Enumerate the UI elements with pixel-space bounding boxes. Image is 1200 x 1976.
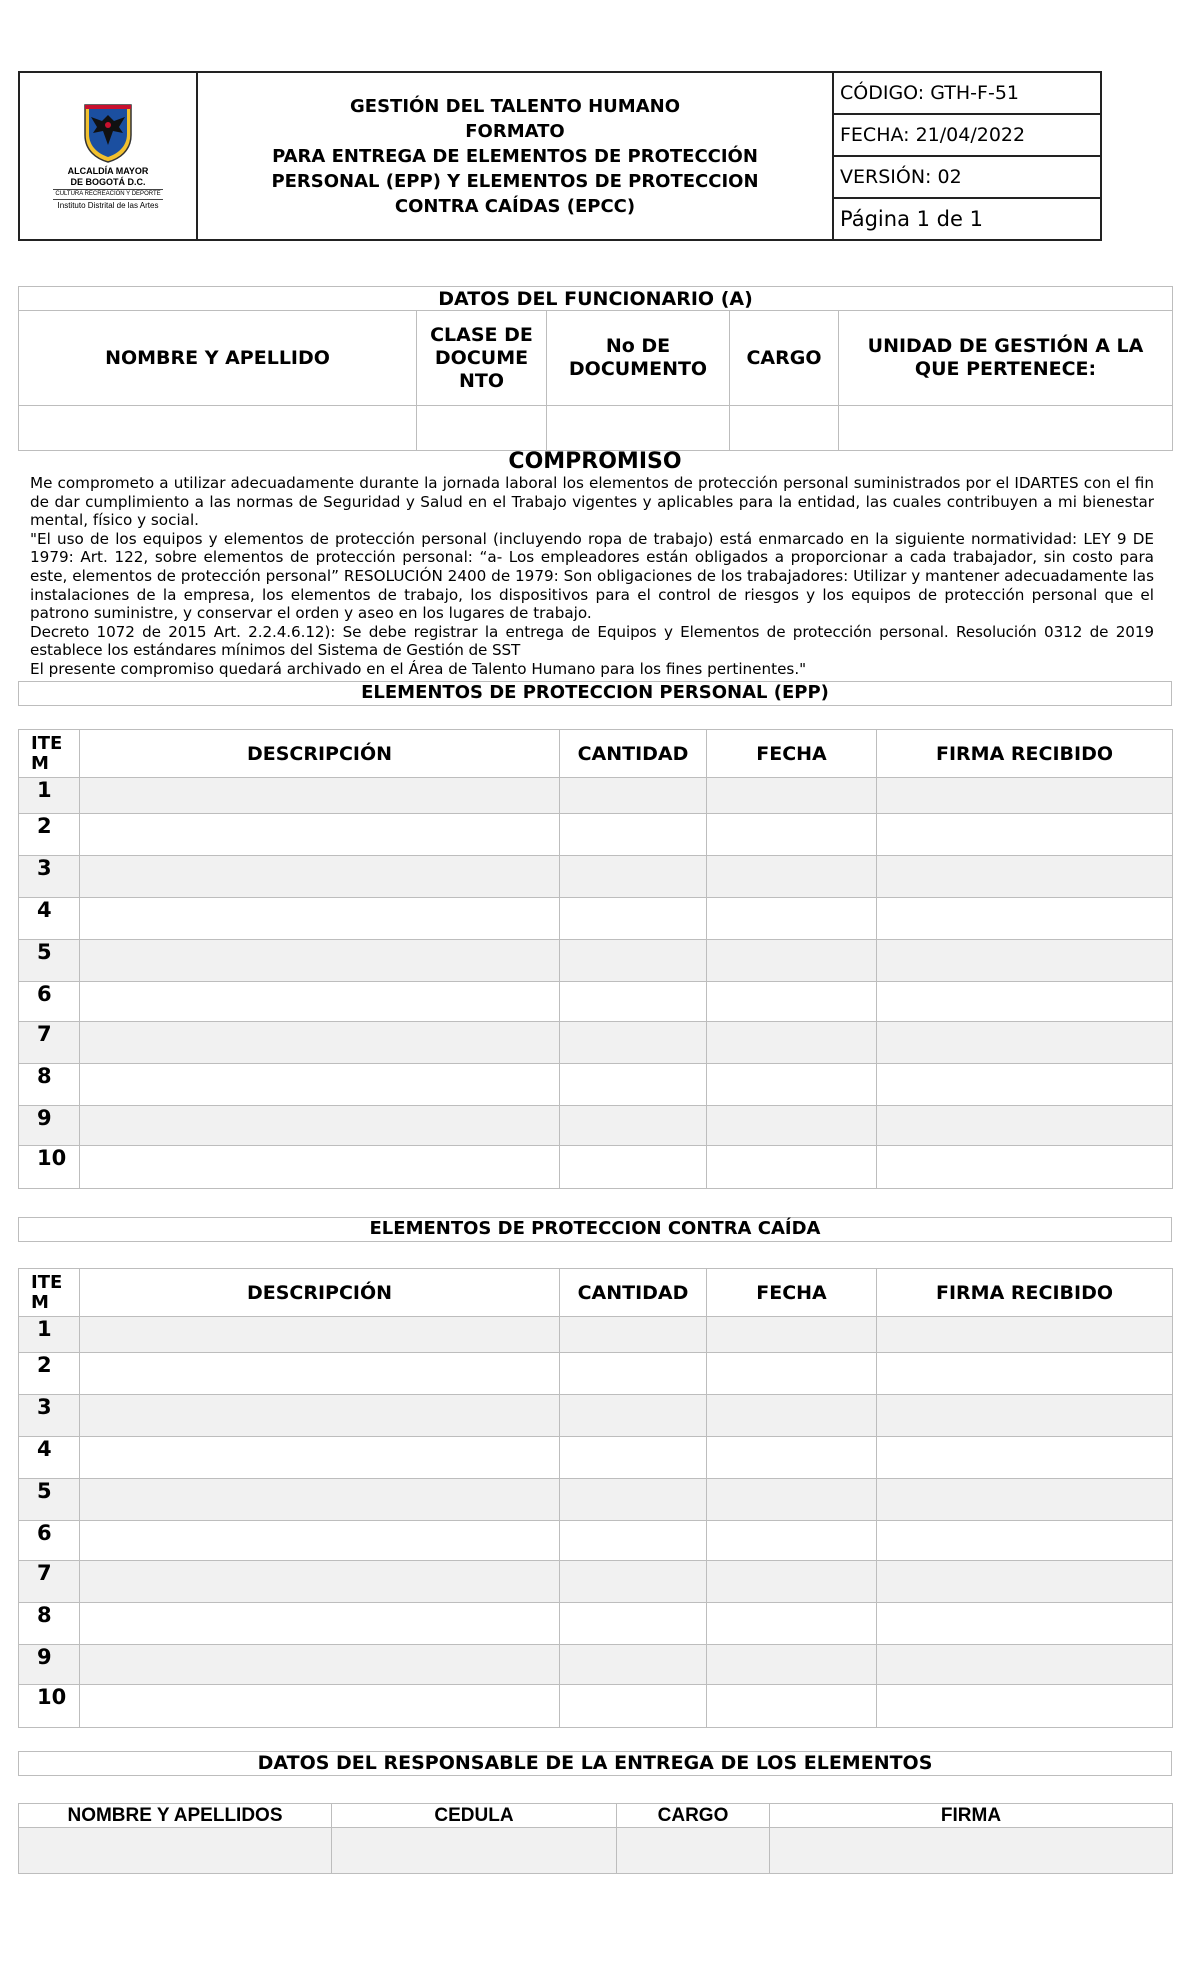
cantidad-cell[interactable] bbox=[560, 1353, 707, 1395]
resp-cargo-field[interactable] bbox=[617, 1828, 770, 1874]
fecha-cell[interactable] bbox=[707, 982, 877, 1022]
resp-col-cargo: CARGO bbox=[617, 1804, 770, 1828]
item-number: 5 bbox=[19, 940, 80, 982]
item-number: 6 bbox=[19, 982, 80, 1022]
descripcion-cell[interactable] bbox=[80, 778, 560, 814]
resp-firma-field[interactable] bbox=[770, 1828, 1173, 1874]
responsable-title: DATOS DEL RESPONSABLE DE LA ENTREGA DE LOS ELEMENTOS bbox=[18, 1751, 1172, 1776]
title-line: CONTRA CAÍDAS (EPCC) bbox=[394, 195, 636, 217]
table-row bbox=[19, 1521, 1173, 1561]
document-title bbox=[197, 72, 833, 240]
logo-institute-line: Instituto Distrital de las Artes bbox=[57, 201, 159, 210]
title-line: GESTIÓN DEL TALENTO HUMANO bbox=[350, 95, 680, 117]
descripcion-cell[interactable] bbox=[80, 1106, 560, 1146]
table-row bbox=[19, 1561, 1173, 1603]
firma-cell[interactable] bbox=[877, 940, 1173, 982]
firma-cell[interactable] bbox=[877, 1685, 1173, 1728]
logo-cell bbox=[19, 72, 197, 240]
cantidad-cell[interactable] bbox=[560, 1064, 707, 1106]
table-row bbox=[19, 1685, 1173, 1728]
item-number: 9 bbox=[19, 1645, 80, 1685]
fecha-cell[interactable] bbox=[707, 1561, 877, 1603]
col-numero-documento: No DE DOCUMENTO bbox=[547, 311, 730, 406]
fecha-cell: FECHA: 21/04/2022 bbox=[833, 114, 1101, 156]
table-row bbox=[19, 814, 1173, 856]
firma-cell[interactable] bbox=[877, 1521, 1173, 1561]
table-row bbox=[19, 856, 1173, 898]
firma-cell[interactable] bbox=[877, 778, 1173, 814]
firma-cell[interactable] bbox=[877, 1022, 1173, 1064]
compromiso-paragraph: El presente compromiso quedará archivado en el Área de Talento Humano para los fines pertinentes." bbox=[30, 659, 807, 678]
epp-table bbox=[18, 729, 1173, 1189]
resp-col-firma: FIRMA bbox=[770, 1804, 1173, 1828]
table-row bbox=[19, 1022, 1173, 1064]
cantidad-cell[interactable] bbox=[560, 1022, 707, 1064]
pagina-cell: Página 1 de 1 bbox=[833, 198, 1101, 240]
firma-cell[interactable] bbox=[877, 1353, 1173, 1395]
firma-cell[interactable] bbox=[877, 1645, 1173, 1685]
cantidad-cell[interactable] bbox=[560, 1395, 707, 1437]
item-number: 3 bbox=[19, 856, 80, 898]
descripcion-cell[interactable] bbox=[80, 1603, 560, 1645]
firma-cell[interactable] bbox=[877, 898, 1173, 940]
fecha-cell[interactable] bbox=[707, 1022, 877, 1064]
item-number: 7 bbox=[19, 1022, 80, 1064]
nombre-field[interactable] bbox=[19, 406, 417, 451]
descripcion-cell[interactable] bbox=[80, 1146, 560, 1189]
cantidad-cell[interactable] bbox=[560, 814, 707, 856]
table-row bbox=[19, 1645, 1173, 1685]
item-number: 10 bbox=[19, 1685, 80, 1728]
fecha-cell[interactable] bbox=[707, 1603, 877, 1645]
firma-cell[interactable] bbox=[877, 1561, 1173, 1603]
table-row bbox=[19, 1064, 1173, 1106]
resp-cedula-field[interactable] bbox=[332, 1828, 617, 1874]
firma-cell[interactable] bbox=[877, 1106, 1173, 1146]
epcc-col-fecha: FECHA bbox=[707, 1269, 877, 1317]
cantidad-cell[interactable] bbox=[560, 1521, 707, 1561]
descripcion-cell[interactable] bbox=[80, 1022, 560, 1064]
logo-title-line1: ALCALDÍA MAYOR bbox=[67, 166, 149, 176]
col-nombre-apellido: NOMBRE Y APELLIDO bbox=[19, 311, 417, 406]
descripcion-cell[interactable] bbox=[80, 1317, 560, 1353]
funcionario-title: DATOS DEL FUNCIONARIO (A) bbox=[19, 287, 1173, 311]
item-number: 8 bbox=[19, 1064, 80, 1106]
logo-sector-line: CULTURA RECREACIÓN Y DEPORTE bbox=[53, 189, 162, 200]
descripcion-cell[interactable] bbox=[80, 856, 560, 898]
table-row bbox=[19, 1437, 1173, 1479]
epp-col-item: ITE M bbox=[19, 730, 80, 778]
fecha-cell[interactable] bbox=[707, 1146, 877, 1189]
descripcion-cell[interactable] bbox=[80, 1561, 560, 1603]
numero-documento-field[interactable] bbox=[547, 406, 730, 451]
cantidad-cell[interactable] bbox=[560, 1437, 707, 1479]
firma-cell[interactable] bbox=[877, 1064, 1173, 1106]
fecha-cell[interactable] bbox=[707, 1395, 877, 1437]
cargo-field[interactable] bbox=[730, 406, 839, 451]
fecha-cell[interactable] bbox=[707, 856, 877, 898]
col-clase-documento: CLASE DE DOCUME NTO bbox=[417, 311, 547, 406]
resp-col-nombre: NOMBRE Y APELLIDOS bbox=[19, 1804, 332, 1828]
item-number: 2 bbox=[19, 814, 80, 856]
item-number: 10 bbox=[19, 1146, 80, 1189]
fecha-cell[interactable] bbox=[707, 1437, 877, 1479]
funcionario-table bbox=[18, 286, 1173, 451]
descripcion-cell[interactable] bbox=[80, 898, 560, 940]
funcionario-input-row bbox=[19, 406, 1173, 451]
firma-cell[interactable] bbox=[877, 1146, 1173, 1189]
fecha-cell[interactable] bbox=[707, 814, 877, 856]
firma-cell[interactable] bbox=[877, 982, 1173, 1022]
cantidad-cell[interactable] bbox=[560, 1561, 707, 1603]
cantidad-cell[interactable] bbox=[560, 1146, 707, 1189]
fecha-cell[interactable] bbox=[707, 1685, 877, 1728]
descripcion-cell[interactable] bbox=[80, 1395, 560, 1437]
cantidad-cell[interactable] bbox=[560, 1479, 707, 1521]
epp-title: ELEMENTOS DE PROTECCION PERSONAL (EPP) bbox=[18, 681, 1172, 706]
cantidad-cell[interactable] bbox=[560, 1106, 707, 1146]
col-unidad-gestion: UNIDAD DE GESTIÓN A LA QUE PERTENECE: bbox=[839, 311, 1173, 406]
item-number: 8 bbox=[19, 1603, 80, 1645]
document-header bbox=[18, 71, 1102, 241]
cantidad-cell[interactable] bbox=[560, 856, 707, 898]
resp-nombre-field[interactable] bbox=[19, 1828, 332, 1874]
fecha-cell[interactable] bbox=[707, 778, 877, 814]
firma-cell[interactable] bbox=[877, 1603, 1173, 1645]
cantidad-cell[interactable] bbox=[560, 1603, 707, 1645]
cantidad-cell[interactable] bbox=[560, 1317, 707, 1353]
fecha-cell[interactable] bbox=[707, 1317, 877, 1353]
fecha-cell[interactable] bbox=[707, 1479, 877, 1521]
descripcion-cell[interactable] bbox=[80, 940, 560, 982]
epcc-col-firma: FIRMA RECIBIDO bbox=[877, 1269, 1173, 1317]
fecha-cell[interactable] bbox=[707, 1064, 877, 1106]
compromiso-title: COMPROMISO bbox=[508, 449, 682, 474]
table-row bbox=[19, 1603, 1173, 1645]
item-number: 1 bbox=[19, 1317, 80, 1353]
table-row bbox=[19, 1146, 1173, 1189]
cantidad-cell[interactable] bbox=[560, 778, 707, 814]
item-number: 4 bbox=[19, 898, 80, 940]
item-number: 6 bbox=[19, 1521, 80, 1561]
table-row bbox=[19, 898, 1173, 940]
bogota-shield-icon bbox=[81, 101, 135, 163]
epcc-col-item: ITE M bbox=[19, 1269, 80, 1317]
firma-cell[interactable] bbox=[877, 856, 1173, 898]
firma-cell[interactable] bbox=[877, 1317, 1173, 1353]
fecha-cell[interactable] bbox=[707, 1353, 877, 1395]
title-line: FORMATO bbox=[465, 120, 565, 142]
unidad-gestion-field[interactable] bbox=[839, 406, 1173, 451]
epcc-table bbox=[18, 1268, 1173, 1728]
compromiso-paragraph: Me comprometo a utilizar adecuadamente durante la jornada laboral los elementos de protección personal suministrados por el IDARTES con el fin de dar cumplimiento a las normas de Seguridad y Salud en el Trabajo vigentes y aplicables para la entidad, las cuales contribuyen a mi bienestar mental, físico y social. bbox=[30, 474, 1154, 530]
table-row bbox=[19, 940, 1173, 982]
item-number: 4 bbox=[19, 1437, 80, 1479]
compromiso-paragraph: "El uso de los equipos y elementos de protección personal (incluyendo ropa de trabajo) está enmarcado en la siguiente normatividad: LEY 9 DE 1979: Art. 122, sobre elementos de protección personal: “a- Los empleadores están obligados a proporcionar a cada trabajador, sin costo para este, elementos de protección personal” RESOLUCIÓN 2400 de 1979: Son obligaciones de los trabajadores: Utilizar y mantener adecuadamente las instalaciones de la empresa, los elementos de trabajo, los dispositivos para el control de riesgos y los equipos de protección personal que el patrono suministre, y conservar el orden y aseo en los lugares de trabajo. bbox=[30, 529, 1154, 623]
descripcion-cell[interactable] bbox=[80, 1437, 560, 1479]
fecha-cell[interactable] bbox=[707, 898, 877, 940]
descripcion-cell[interactable] bbox=[80, 814, 560, 856]
cantidad-cell[interactable] bbox=[560, 940, 707, 982]
cantidad-cell[interactable] bbox=[560, 1685, 707, 1728]
fecha-cell[interactable] bbox=[707, 940, 877, 982]
title-line: PERSONAL (EPP) Y ELEMENTOS DE PROTECCION bbox=[271, 170, 759, 192]
item-number: 5 bbox=[19, 1479, 80, 1521]
descripcion-cell[interactable] bbox=[80, 1645, 560, 1685]
compromiso-text bbox=[30, 474, 1154, 679]
cantidad-cell[interactable] bbox=[560, 898, 707, 940]
firma-cell[interactable] bbox=[877, 1395, 1173, 1437]
firma-cell[interactable] bbox=[877, 814, 1173, 856]
responsable-input-row bbox=[19, 1828, 1173, 1874]
epp-col-firma: FIRMA RECIBIDO bbox=[877, 730, 1173, 778]
descripcion-cell[interactable] bbox=[80, 1479, 560, 1521]
fecha-cell[interactable] bbox=[707, 1521, 877, 1561]
clase-documento-field[interactable] bbox=[417, 406, 547, 451]
table-row bbox=[19, 1395, 1173, 1437]
descripcion-cell[interactable] bbox=[80, 1064, 560, 1106]
epcc-title: ELEMENTOS DE PROTECCION CONTRA CAÍDA bbox=[18, 1217, 1172, 1242]
table-row bbox=[19, 778, 1173, 814]
responsable-table bbox=[18, 1803, 1173, 1874]
epp-col-descripcion: DESCRIPCIÓN bbox=[80, 730, 560, 778]
version-cell: VERSIÓN: 02 bbox=[833, 156, 1101, 198]
item-number: 9 bbox=[19, 1106, 80, 1146]
item-number: 1 bbox=[19, 778, 80, 814]
epcc-col-cantidad: CANTIDAD bbox=[560, 1269, 707, 1317]
descripcion-cell[interactable] bbox=[80, 1521, 560, 1561]
table-row bbox=[19, 1353, 1173, 1395]
codigo-cell: CÓDIGO: GTH-F-51 bbox=[833, 72, 1101, 114]
epp-col-cantidad: CANTIDAD bbox=[560, 730, 707, 778]
table-row bbox=[19, 982, 1173, 1022]
descripcion-cell[interactable] bbox=[80, 1685, 560, 1728]
firma-cell[interactable] bbox=[877, 1437, 1173, 1479]
item-number: 2 bbox=[19, 1353, 80, 1395]
cantidad-cell[interactable] bbox=[560, 982, 707, 1022]
descripcion-cell[interactable] bbox=[80, 1353, 560, 1395]
item-number: 7 bbox=[19, 1561, 80, 1603]
col-cargo: CARGO bbox=[730, 311, 839, 406]
fecha-cell[interactable] bbox=[707, 1645, 877, 1685]
cantidad-cell[interactable] bbox=[560, 1645, 707, 1685]
epp-col-fecha: FECHA bbox=[707, 730, 877, 778]
epcc-col-descripcion: DESCRIPCIÓN bbox=[80, 1269, 560, 1317]
table-row bbox=[19, 1479, 1173, 1521]
table-row bbox=[19, 1106, 1173, 1146]
item-number: 3 bbox=[19, 1395, 80, 1437]
firma-cell[interactable] bbox=[877, 1479, 1173, 1521]
institution-logo bbox=[20, 101, 196, 211]
resp-col-cedula: CEDULA bbox=[332, 1804, 617, 1828]
compromiso-paragraph: Decreto 1072 de 2015 Art. 2.2.4.6.12): Se debe registrar la entrega de Equipos y Elementos de protección personal. Resolución 0312 de 2019 establece los estándares mínimos del Sistema de Gestión de SST bbox=[30, 622, 1154, 660]
descripcion-cell[interactable] bbox=[80, 982, 560, 1022]
logo-title-line2: DE BOGOTÁ D.C. bbox=[70, 177, 146, 187]
table-row bbox=[19, 1317, 1173, 1353]
fecha-cell[interactable] bbox=[707, 1106, 877, 1146]
title-line: PARA ENTREGA DE ELEMENTOS DE PROTECCIÓN bbox=[272, 145, 758, 167]
